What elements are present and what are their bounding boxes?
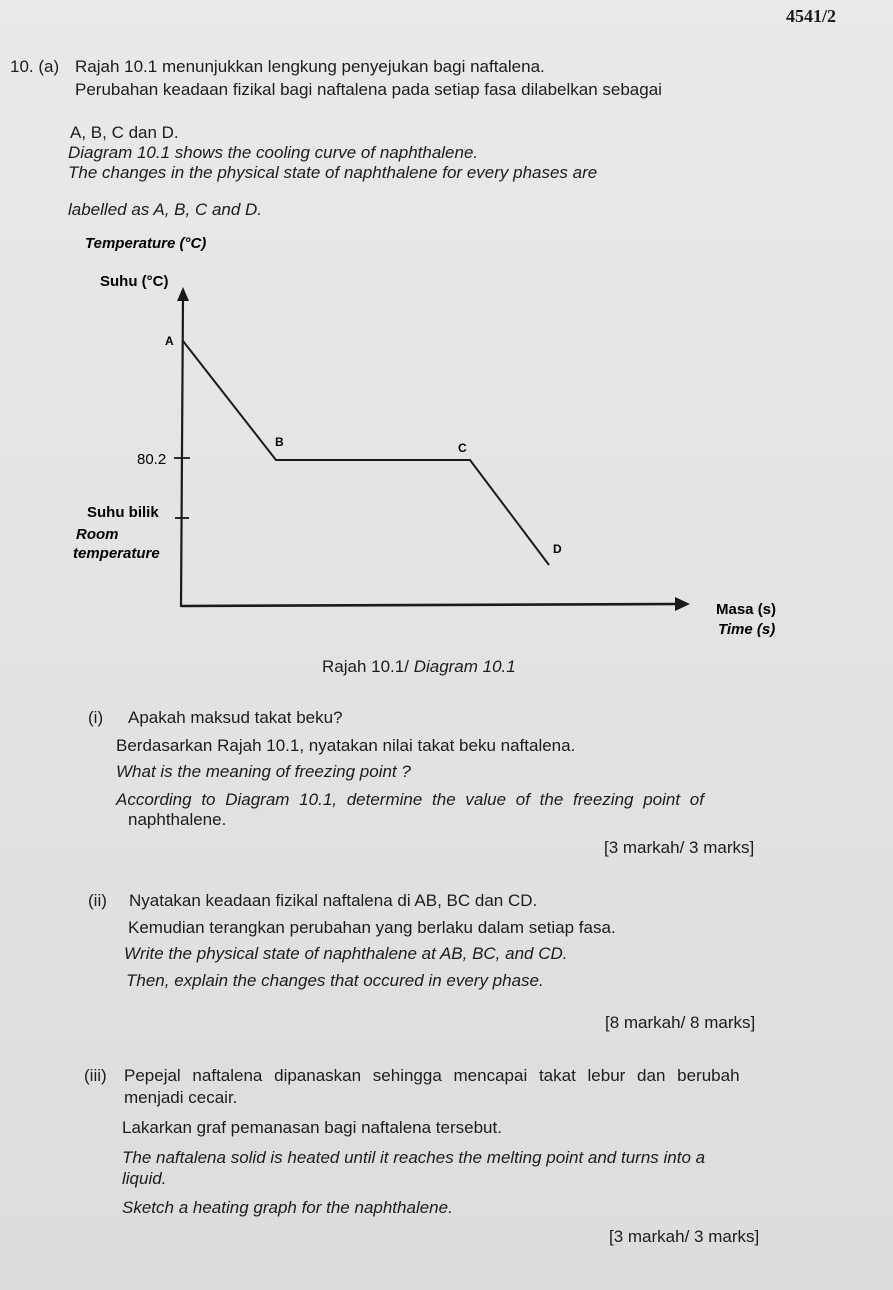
question-malay-line-1: Rajah 10.1 menunjukkan lengkung penyejukan bagi naftalena. xyxy=(75,57,545,76)
part-iii-english-2: liquid. xyxy=(122,1169,167,1188)
part-iii-marks: [3 markah/ 3 marks] xyxy=(609,1227,760,1246)
part-ii-english-1: Write the physical state of naphthalene at AB, BC, and CD. xyxy=(124,944,568,963)
page-code: 4541/2 xyxy=(786,6,837,26)
room-temperature-label-english-1: Room xyxy=(76,526,119,543)
part-i-english-3: naphthalene. xyxy=(128,810,227,829)
part-i-malay-2: Berdasarkan Rajah 10.1, nyatakan nilai takat beku naftalena. xyxy=(116,736,576,755)
y-axis-label-english: Temperature (°C) xyxy=(85,235,207,252)
diagram-caption xyxy=(322,657,516,677)
point-label-c: C xyxy=(458,441,467,455)
part-iii-label: (iii) xyxy=(84,1066,107,1085)
point-label-d: D xyxy=(553,542,562,556)
part-ii-marks: [8 markah/ 8 marks] xyxy=(605,1013,756,1032)
x-axis-label-english: Time (s) xyxy=(718,621,776,638)
question-malay-line-2: Perubahan keadaan fizikal bagi naftalena pada setiap fasa dilabelkan sebagai xyxy=(75,80,662,99)
part-i-malay-1: Apakah maksud takat beku? xyxy=(128,708,343,727)
x-axis-arrowhead xyxy=(675,597,690,611)
y-axis-arrowhead xyxy=(177,287,189,301)
diagram-caption-english: Diagram 10.1 xyxy=(413,657,516,676)
part-i-marks: [3 markah/ 3 marks] xyxy=(604,838,755,857)
part-i-english-2: According to Diagram 10.1, determine the value of the freezing point of xyxy=(116,790,704,809)
part-ii-malay-1: Nyatakan keadaan fizikal naftalena di AB, BC dan CD. xyxy=(129,891,538,910)
part-iii-english-3: Sketch a heating graph for the naphthalene. xyxy=(122,1198,453,1217)
part-ii-label: (ii) xyxy=(88,891,107,910)
part-iii-english-1: The naftalena solid is heated until it reaches the melting point and turns into a xyxy=(122,1148,706,1167)
part-iii-malay-3: Lakarkan graf pemanasan bagi naftalena tersebut. xyxy=(122,1118,502,1137)
y-axis-label-malay: Suhu (°C) xyxy=(100,273,169,290)
question-english-line-2: The changes in the physical state of naphthalene for every phases are xyxy=(68,163,598,182)
point-label-a: A xyxy=(165,334,174,348)
question-number: 10. (a) xyxy=(10,57,60,76)
question-english-line-3: labelled as A, B, C and D. xyxy=(68,200,263,219)
part-ii-english-2: Then, explain the changes that occured in every phase. xyxy=(126,971,544,990)
diagram-caption-malay: Rajah 10.1/ xyxy=(322,657,409,676)
x-axis-label-malay: Masa (s) xyxy=(716,601,777,618)
question-malay-line-3: A, B, C dan D. xyxy=(70,123,179,142)
part-iii-malay-1: Pepejal naftalena dipanaskan sehingga mencapai takat lebur dan berubah xyxy=(124,1066,740,1085)
x-axis xyxy=(181,604,678,606)
part-i-label: (i) xyxy=(88,708,104,727)
y-axis xyxy=(181,296,183,607)
question-english-line-1: Diagram 10.1 shows the cooling curve of naphthalene. xyxy=(68,143,479,162)
cooling-curve xyxy=(183,341,549,565)
part-i-english-1: What is the meaning of freezing point ? xyxy=(116,762,411,781)
tick-label-80-2: 80.2 xyxy=(137,451,167,468)
room-temperature-label-english-2: temperature xyxy=(73,545,160,562)
room-temperature-label-malay: Suhu bilik xyxy=(87,504,159,521)
part-iii-malay-2: menjadi cecair. xyxy=(124,1088,238,1107)
point-label-b: B xyxy=(275,435,284,449)
part-ii-malay-2: Kemudian terangkan perubahan yang berlaku dalam setiap fasa. xyxy=(128,918,616,937)
